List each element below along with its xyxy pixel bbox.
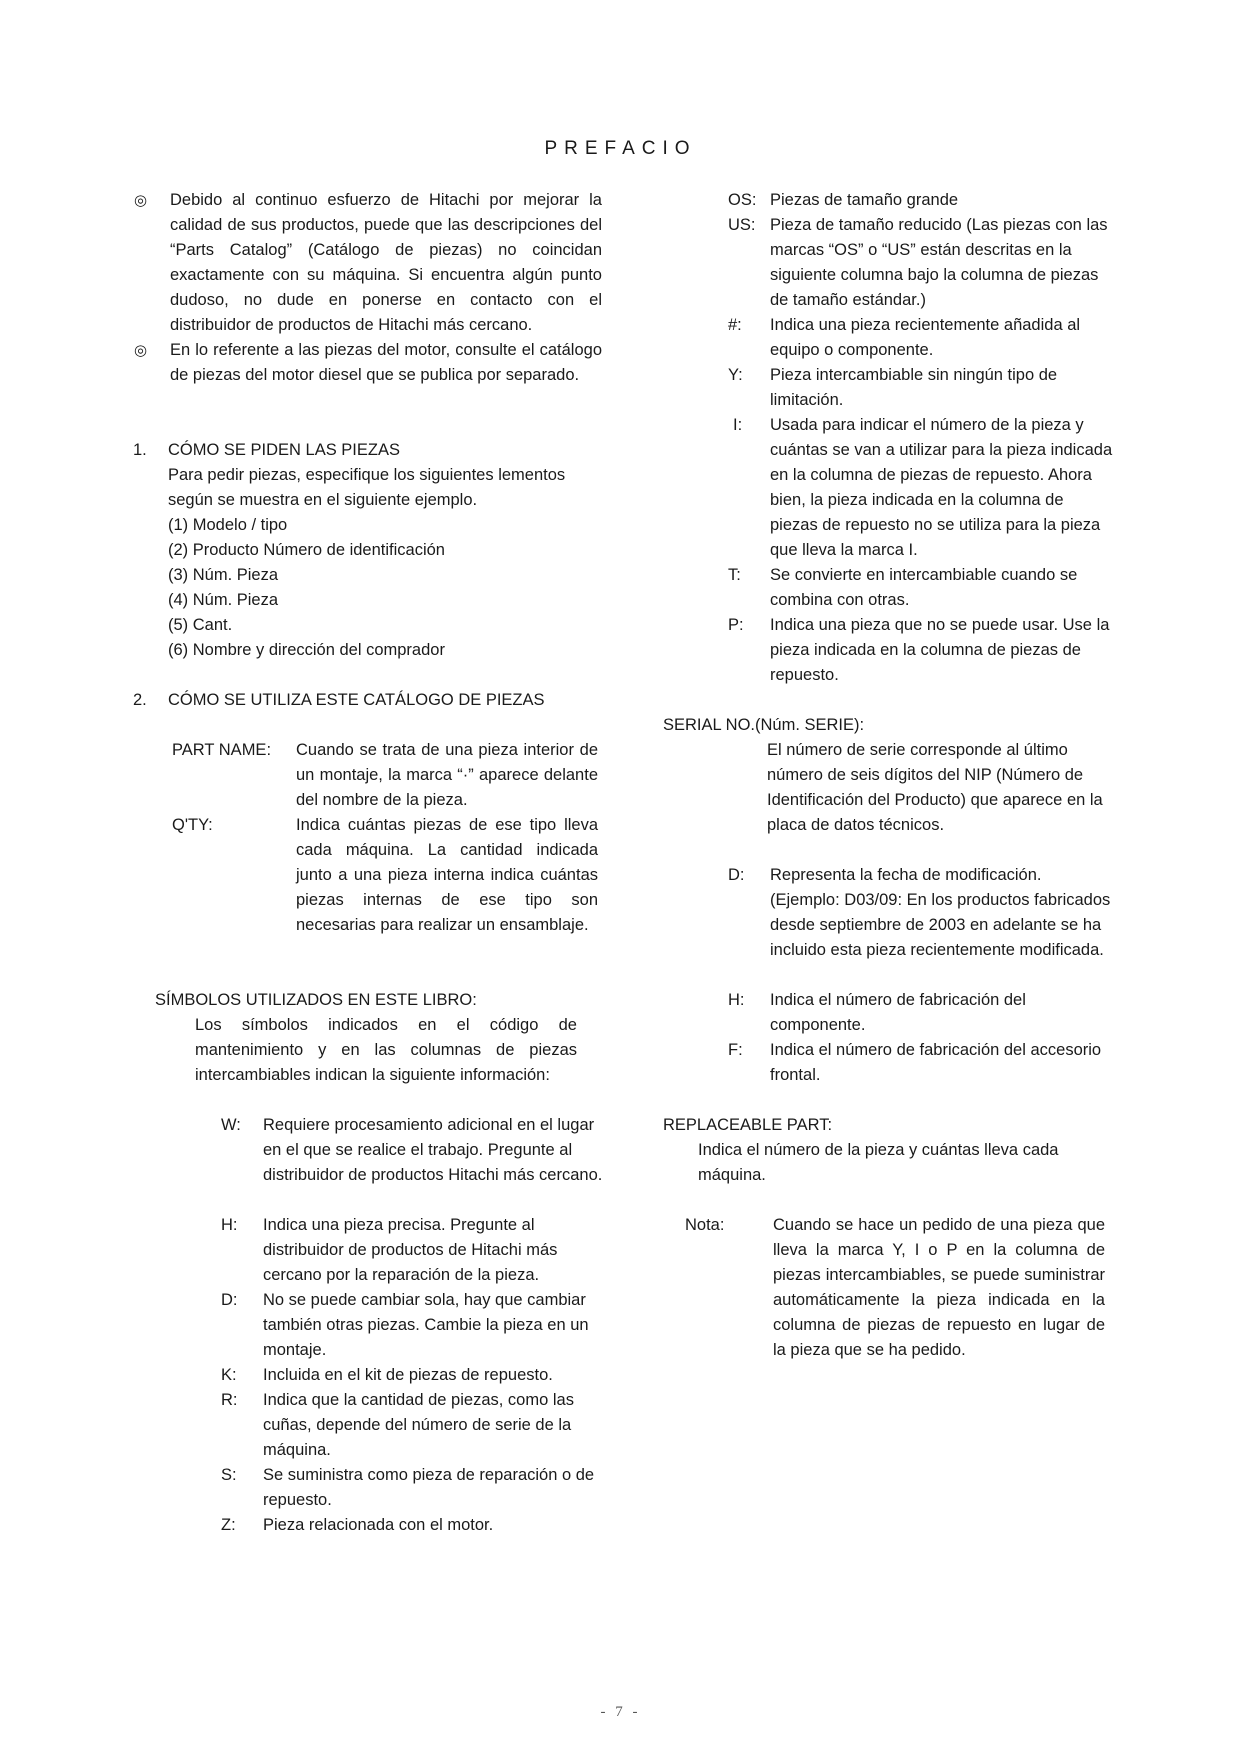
list-item: (5) Cant. — [168, 616, 233, 634]
def-text-qty: Indica cuántas piezas de ese tipo lleva cada máquina. La cantidad indicada junto a una pieza interna indica cuántas piezas internas de ese tipo son necesarias para realizar un ensamblaje. — [296, 816, 598, 934]
section1-heading: CÓMO SE PIDEN LAS PIEZAS — [168, 441, 400, 459]
symbol-code: P: — [728, 616, 744, 634]
symbol-code: W: — [221, 1116, 241, 1134]
symbol-text: Requiere procesamiento adicional en el lugar en el que se realice el trabajo. Pregunte al distribuidor de productos Hitachi más cercano. — [263, 1116, 603, 1184]
symbol-text: Incluida en el kit de piezas de repuesto. — [263, 1366, 553, 1384]
serial-item-text: Indica el número de fabricación del componente. — [770, 991, 1026, 1034]
note-label: Nota: — [685, 1216, 725, 1234]
symbol-text: Piezas de tamaño grande — [770, 191, 959, 209]
serial-code: F: — [728, 1041, 743, 1059]
symbol-text: Pieza relacionada con el motor. — [263, 1516, 494, 1534]
symbol-text: Pieza de tamaño reducido (Las piezas con las marcas “OS” o “US” están descritas en la siguiente columna bajo la columna de piezas de tamaño estándar.) — [770, 216, 1108, 309]
def-label-part-name: PART NAME: — [172, 741, 272, 759]
page-title: PREFACIO — [544, 138, 697, 159]
section2-heading: CÓMO SE UTILIZA ESTE CATÁLOGO DE PIEZAS — [168, 691, 545, 709]
symbol-text: Indica una pieza que no se puede usar. Use la pieza indicada en la columna de piezas de repuesto. — [770, 616, 1110, 684]
symbol-code: D: — [221, 1291, 238, 1309]
page-number: - 7 - — [600, 1704, 641, 1720]
symbol-text: Se suministra como pieza de reparación o de repuesto. — [263, 1466, 595, 1509]
symbol-text: Indica una pieza recientemente añadida al equipo o componente. — [770, 316, 1081, 359]
replaceable-heading: REPLACEABLE PART: — [663, 1116, 833, 1134]
symbol-code: R: — [221, 1391, 238, 1409]
symbol-code: US: — [728, 216, 756, 234]
list-item: (6) Nombre y dirección del comprador — [168, 641, 445, 659]
symbol-text: Indica una pieza precisa. Pregunte al distribuidor de productos de Hitachi más cercano por la reparación de la pieza. — [263, 1216, 558, 1284]
serial-item-text: Representa la fecha de modificación. (Ejemplo: D03/09: En los productos fabricados desde septiembre de 2003 en adelante se ha incluido esta pieza recientemente modificada. — [770, 866, 1111, 959]
symbol-code: K: — [221, 1366, 237, 1384]
replaceable-text: Indica el número de la pieza y cuántas lleva cada máquina. — [698, 1141, 1059, 1184]
symbol-code: OS: — [728, 191, 757, 209]
symbol-text: Se convierte en intercambiable cuando se combina con otras. — [770, 566, 1078, 609]
symbol-code: Y: — [728, 366, 743, 384]
symbol-text: Indica que la cantidad de piezas, como las cuñas, depende del número de serie de la máquina. — [263, 1391, 574, 1459]
serial-code: H: — [728, 991, 745, 1009]
def-label-qty: Q'TY: — [172, 816, 213, 834]
symbols-heading: SÍMBOLOS UTILIZADOS EN ESTE LIBRO: — [155, 991, 477, 1009]
symbol-text: No se puede cambiar sola, hay que cambiar también otras piezas. Cambie la pieza en un montaje. — [263, 1291, 589, 1359]
note-text: Cuando se hace un pedido de una pieza que lleva la marca Y, I o P en la columna de piezas intercambiables, se puede suministrar automáticamente la pieza indicada en la columna de piezas de repuesto en lugar de la pieza que se ha pedido. — [773, 1216, 1105, 1359]
list-item: (4) Núm. Pieza — [168, 591, 279, 609]
serial-item-text: Indica el número de fabricación del accesorio frontal. — [770, 1041, 1102, 1084]
list-item: (1) Modelo / tipo — [168, 516, 288, 534]
symbol-code: I: — [733, 416, 743, 434]
intro-paragraph-2: En lo referente a las piezas del motor, consulte el catálogo de piezas del motor diesel que se publica por separado. — [170, 341, 602, 384]
symbol-code: Z: — [221, 1516, 236, 1534]
serial-heading: SERIAL NO.(Núm. SERIE): — [663, 716, 865, 734]
serial-text: El número de serie corresponde al último número de seis dígitos del NIP (Número de Identificación del Producto) que aparece en la placa de datos técnicos. — [767, 741, 1103, 834]
symbols-intro: Los símbolos indicados en el código de mantenimiento y en las columnas de piezas intercambiables indican la siguiente información: — [195, 1016, 577, 1084]
order-items-list — [168, 513, 445, 663]
bullet-icon: ◎ — [134, 192, 148, 209]
section2-number: 2. — [133, 691, 147, 709]
serial-code: D: — [728, 866, 745, 884]
symbol-text: Pieza intercambiable sin ningún tipo de limitación. — [770, 366, 1058, 409]
symbol-code: T: — [728, 566, 741, 584]
section1-intro: Para pedir piezas, especifique los siguientes lementos según se muestra en el siguiente ejemplo. — [168, 466, 566, 509]
list-item: (2) Producto Número de identificación — [168, 541, 445, 559]
symbol-code: S: — [221, 1466, 237, 1484]
section1-number: 1. — [133, 441, 147, 459]
symbol-code: H: — [221, 1216, 238, 1234]
symbol-code: #: — [728, 316, 742, 334]
bullet-icon: ◎ — [134, 342, 148, 359]
intro-paragraph-1: Debido al continuo esfuerzo de Hitachi por mejorar la calidad de sus productos, puede que las descripciones del “Parts Catalog” (Catálogo de piezas) no coincidan exactamente con su máquina. Si encuentra algún punto dudoso, no dude en ponerse en contacto con el distribuidor de productos de Hitachi más cercano. — [170, 191, 602, 334]
symbol-text: Usada para indicar el número de la pieza y cuántas se van a utilizar para la pieza indicada en la columna de piezas de repuesto. Ahora bien, la pieza indicada en la columna de piezas de repuesto no se utiliza para la pieza que lleva la marca I. — [770, 416, 1113, 559]
def-text-part-name: Cuando se trata de una pieza interior de un montaje, la marca “·” aparece delante del nombre de la pieza. — [296, 741, 598, 809]
list-item: (3) Núm. Pieza — [168, 566, 279, 584]
